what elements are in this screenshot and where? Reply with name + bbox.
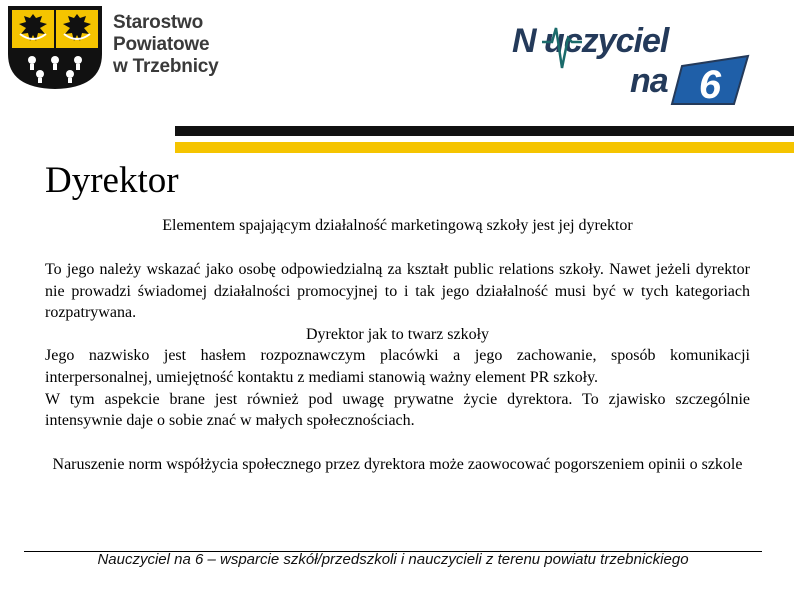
county-name-line: w Trzebnicy bbox=[113, 56, 219, 77]
county-logo bbox=[6, 4, 222, 90]
number-six-badge-icon bbox=[512, 18, 756, 108]
logo-number: 6 bbox=[698, 63, 722, 107]
subtitle: Elementem spajającym działalność marketingową szkoły jest jej dyrektor bbox=[162, 217, 633, 234]
paragraph: To jego należy wskazać jako osobę odpowiedzialną za kształt public relations szkoły. Nawet jeżeli dyrektor nie prowadzi świadomej działalności promocyjnej to i tak jego działalność musi być w tych kategoriach rozpatrywana. bbox=[45, 261, 750, 322]
section-heading: Dyrektor jak to twarz szkoły bbox=[305, 325, 490, 343]
project-logo bbox=[512, 18, 756, 108]
header-stripe-yellow bbox=[175, 142, 794, 153]
county-name-line: Starostwo bbox=[113, 12, 204, 33]
county-crest-icon bbox=[6, 4, 104, 90]
paragraph: W tym aspekcie brane jest również pod uwagę prywatne życie dyrektora. To zjawisko szczególnie intensywnie daje o sobie znać w małych społecznościach. bbox=[45, 390, 750, 430]
county-name-line: Powiatowe bbox=[113, 34, 210, 55]
logo-text-line1: N uczyciel bbox=[512, 22, 669, 60]
closing-statement: Naruszenie norm współżycia społecznego przez dyrektora może zaowocować pogorszeniem opinii o szkole bbox=[52, 456, 743, 473]
logo-text-line2: na bbox=[630, 62, 668, 100]
page-title: Dyrektor bbox=[45, 160, 179, 201]
header-stripe-black bbox=[175, 126, 794, 136]
footer-text: Nauczyciel na 6 – wsparcie szkół/przedszkoli i nauczycieli z terenu powiatu trzebnickiego bbox=[97, 551, 689, 568]
body-text bbox=[45, 259, 750, 432]
paragraph: Jego nazwisko jest hasłem rozpoznawczym placówki a jego zachowanie, sposób komunikacji interpersonalnej, umiejętność kontaktu z mediami stanowią ważny element PR szkoły. bbox=[45, 347, 750, 386]
county-name bbox=[113, 12, 219, 78]
